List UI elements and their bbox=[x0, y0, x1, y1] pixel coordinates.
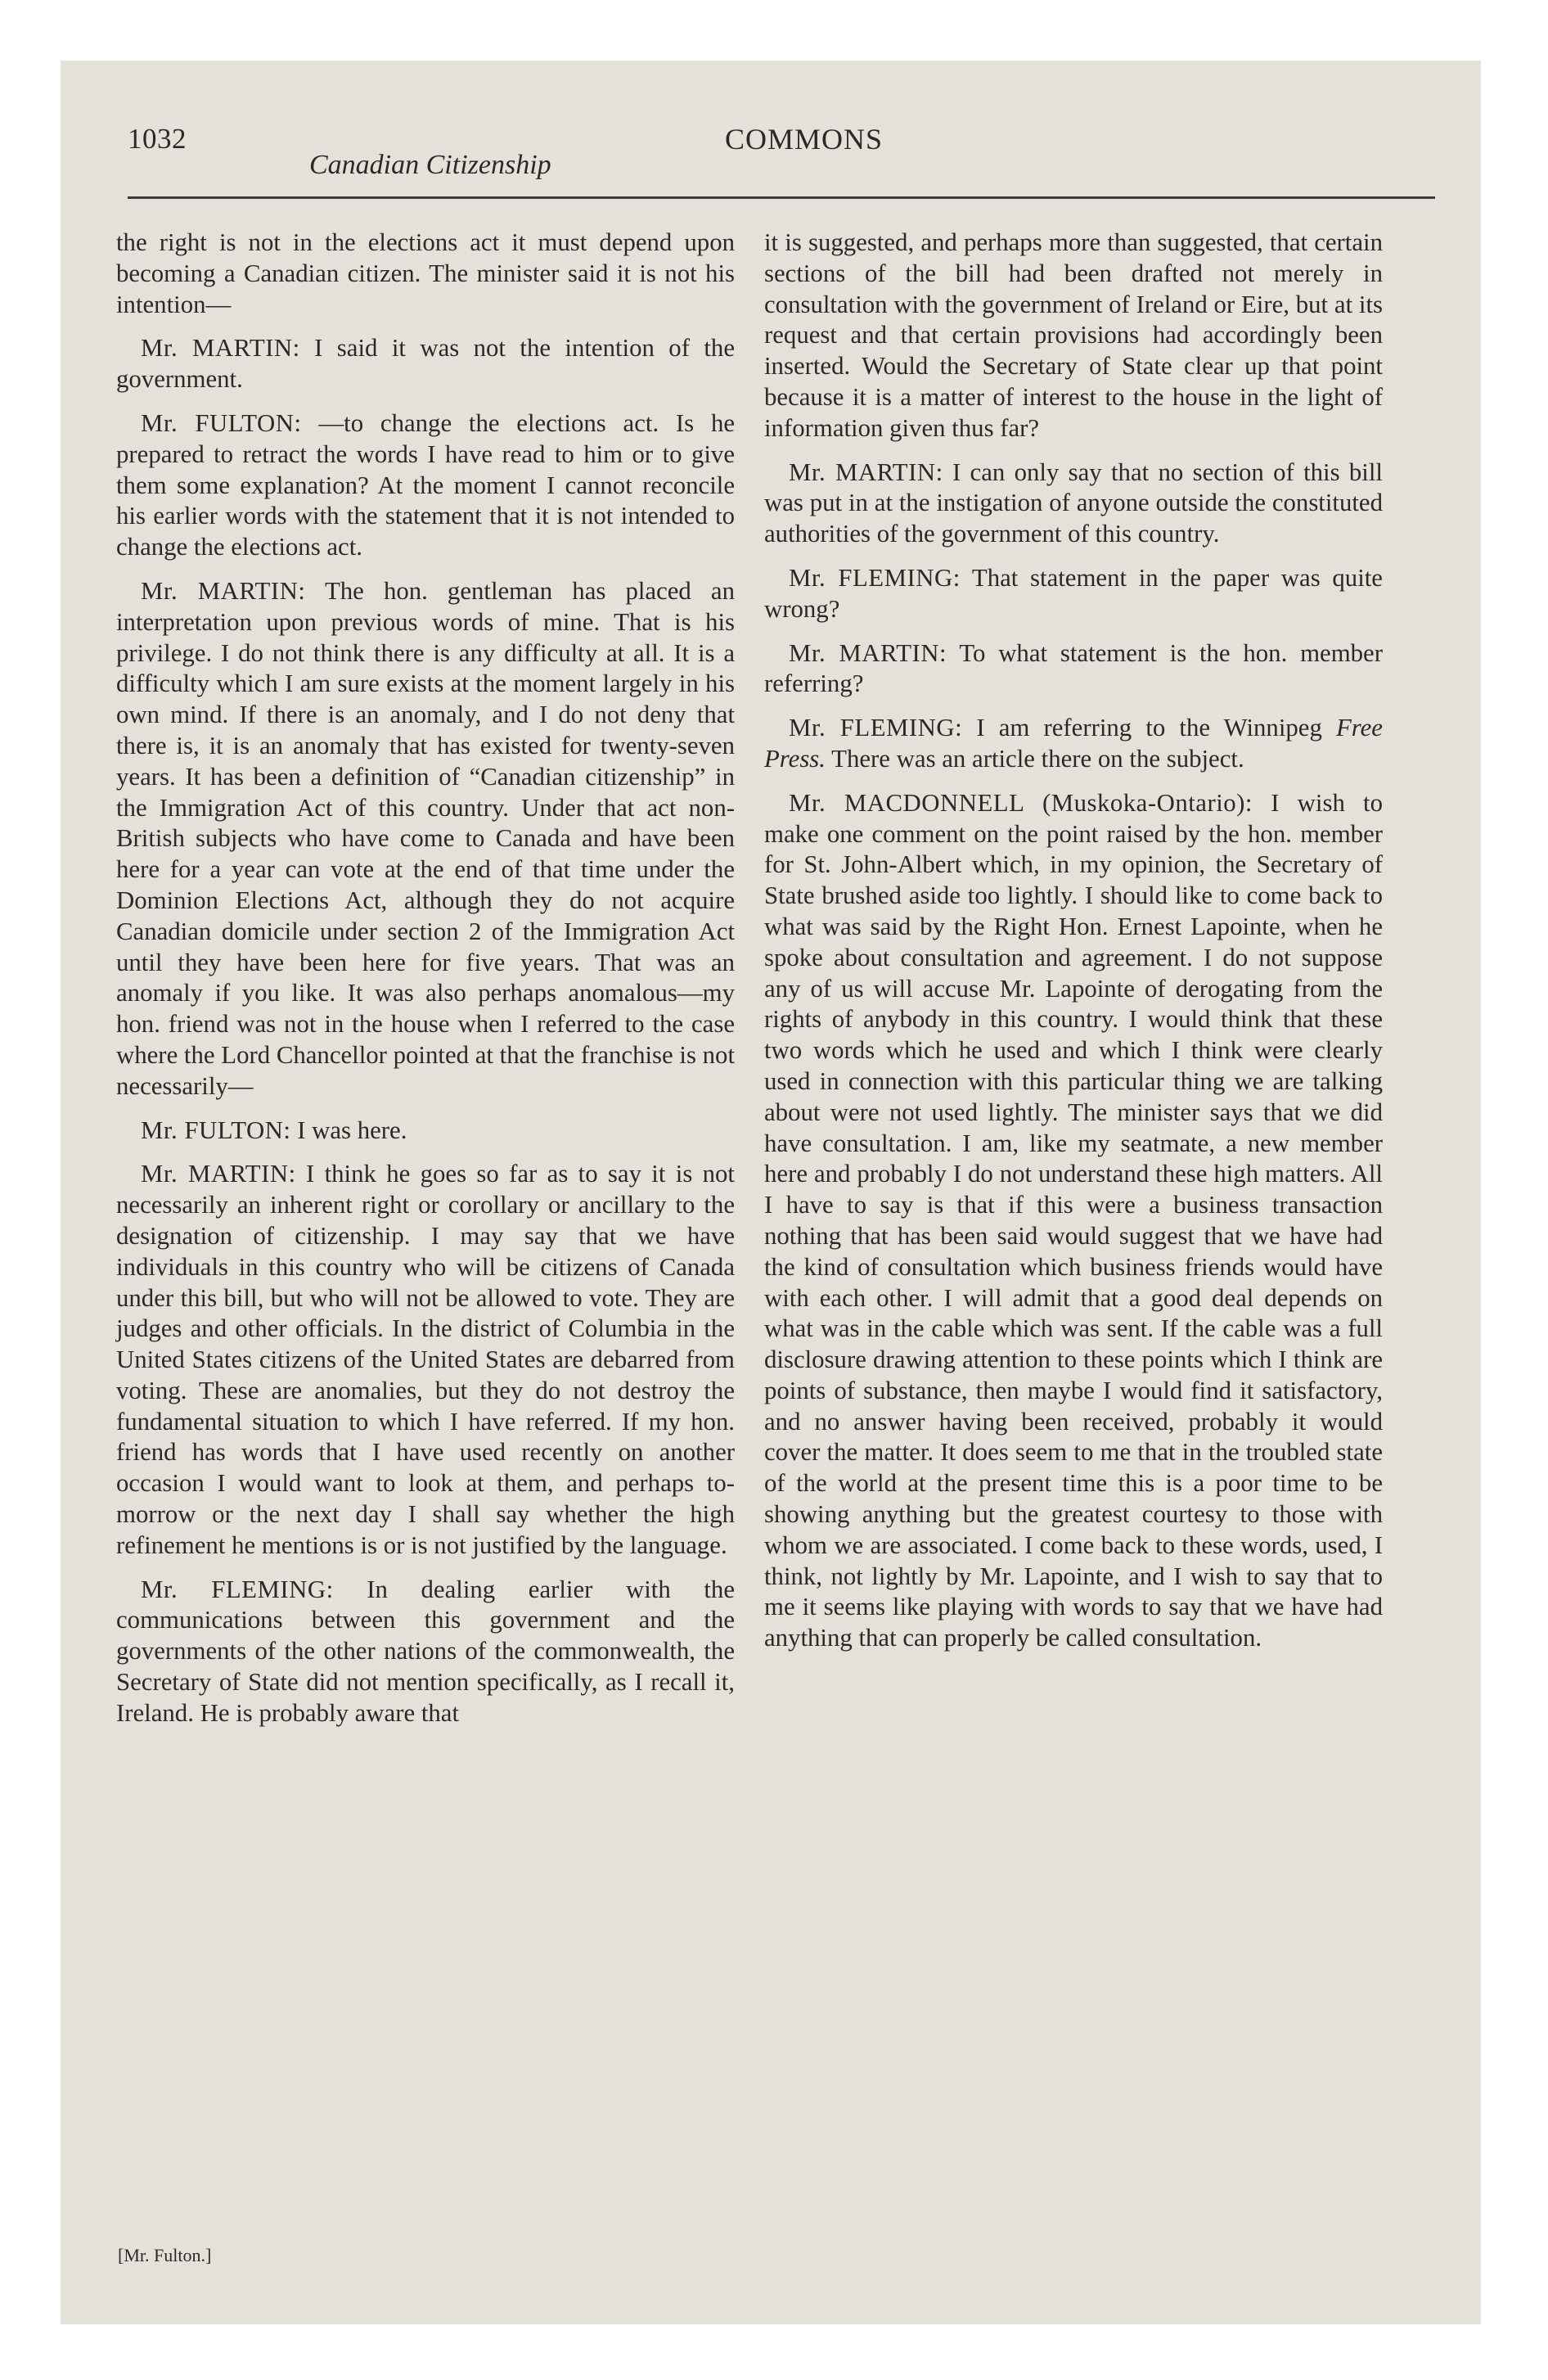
speaker-name: Mr. MARTIN: bbox=[141, 1160, 296, 1188]
left-column bbox=[116, 228, 735, 1742]
paragraph-text: I think he goes so far as to say it is not necessarily an inherent right or corollary or ancillary to the designation of citizenship. I may say that we have individuals in this country who will be citizens of Canada under this bill, but who will not be allowed to vote. They are judges and other officials. In the district of Columbia in the United States citizens of the United States are debarred from voting. These are anomalies, but they do not destroy the fundamental situation to which I have referred. If my hon. friend has words that I have used recently on another occasion I would want to look at them, and perhaps to-morrow or the next day I shall say whether the high refinement he mentions is or is not justified by the language. bbox=[116, 1160, 735, 1559]
paragraph-text: I am referring to the Winnipeg bbox=[976, 714, 1322, 742]
paragraph bbox=[116, 408, 735, 563]
paragraph-text: In dealing earlier with the communications between this government and the governments of the other nations of the commonwealth, the Secretary of State did not mention specifically, as I recall it, Ireland. He is probably aware that bbox=[116, 1575, 735, 1727]
paragraph bbox=[116, 333, 735, 395]
speaker-name: Mr. FULTON: bbox=[141, 408, 302, 437]
paragraph bbox=[116, 1116, 735, 1147]
right-column bbox=[764, 228, 1383, 1667]
hansard-page bbox=[61, 61, 1481, 2324]
speaker-name: Mr. FLEMING: bbox=[141, 1575, 334, 1603]
paragraph bbox=[116, 576, 735, 1102]
paragraph-text: There was an article there on the subject. bbox=[831, 744, 1244, 773]
paragraph-text: the right is not in the elections act it must depend upon becoming a Canadian citizen. The minister said it is not his intention— bbox=[116, 228, 735, 318]
speaker-name: Mr. MARTIN: bbox=[789, 638, 947, 667]
speaker-name: Mr. FULTON: bbox=[141, 1116, 291, 1144]
section-title: Canadian Citizenship bbox=[309, 150, 551, 180]
newspaper-title: Free Press. bbox=[764, 714, 1383, 773]
chamber-name: COMMONS bbox=[725, 123, 884, 156]
paragraph-text: I was here. bbox=[297, 1116, 407, 1144]
paragraph-text: The hon. gentleman has placed an interpretation upon previous words of mine. That is his privilege. I do not think there is any difficulty at all. It is a difficulty which I am sure exists at the moment largely in his own mind. If there is an anomaly, and I do not deny that there is, it is an anomaly that has existed for twenty-seven years. It has been a definition of “Canadian citizenship” in the Immigration Act of this country. Under that act non-British subjects who have come to Canada and have been here for a year can vote at the end of that time under the Dominion Elections Act, although they do not acquire Canadian domicile under section 2 of the Immigration Act until they have been here for five years. That was an anomaly if you like. It was also perhaps anomalous—my hon. friend was not in the house when I referred to the case where the Lord Chancellor pointed at that the franchise is not necessarily— bbox=[116, 576, 735, 1100]
page-number: 1032 bbox=[128, 123, 187, 155]
speaker-name: Mr. FLEMING: bbox=[789, 714, 963, 742]
speaker-footnote: [Mr. Fulton.] bbox=[118, 2245, 212, 2265]
paragraph-text: I said it was not the intention of the government. bbox=[116, 334, 735, 394]
paragraph bbox=[116, 1159, 735, 1561]
paragraph-text: That statement in the paper was quite wrong? bbox=[764, 563, 1383, 623]
speaker-name: Mr. FLEMING: bbox=[789, 563, 961, 592]
paragraph bbox=[116, 228, 735, 320]
header-rule bbox=[128, 196, 1435, 199]
running-head bbox=[128, 123, 1435, 180]
speaker-name: Mr. MARTIN: bbox=[141, 334, 300, 363]
paragraph-text: it is suggested, and perhaps more than suggested, that certain sections of the bill had been drafted not merely in consultation with the government of Ireland or Eire, but at its request and that certain provisions had accordingly been inserted. Would the Secretary of State clear up that point because it is a matter of interest to the house in the light of information given thus far? bbox=[764, 228, 1383, 442]
paragraph bbox=[764, 228, 1383, 444]
paragraph bbox=[764, 458, 1383, 550]
paragraph-text: —to change the elections act. Is he prepared to retract the words I have read to him or to give them some explanation? At the moment I cannot reconcile his earlier words with the statement that it is not intended to change the elections act. bbox=[116, 408, 736, 561]
paragraph-text: I can only say that no section of this bill was put in at the instigation of anyone outside the constituted authorities of the government of this country. bbox=[764, 458, 1383, 548]
paragraph-text: To what statement is the hon. member referring? bbox=[764, 638, 1383, 698]
paragraph bbox=[764, 713, 1383, 775]
speaker-name: Mr. MARTIN: bbox=[141, 576, 306, 605]
paragraph bbox=[764, 638, 1383, 701]
speaker-name: Mr. MARTIN: bbox=[789, 458, 943, 486]
paragraph bbox=[116, 1575, 735, 1729]
paragraph bbox=[764, 563, 1383, 625]
paragraph-text: I wish to make one comment on the point raised by the hon. member for St. John-Albert which, in my opinion, the Secretary of State brushed aside too lightly. I should like to come back to what was said by the Right Hon. Ernest Lapointe, when he spoke about consultation and agreement. I do not suppose any of us will accuse Mr. Lapointe of derogating from the rights of anybody in this country. I would think that these two words which he used and which I think were clearly used in connection with this particular thing we are talking about were not used lightly. The minister says that we did have consultation. I am, like my seatmate, a new member here and probably I do not understand these high matters. All I have to say is that if this were a business transaction nothing that has been said would suggest that we have had the kind of consultation which business friends would have with each other. I will admit that a good deal depends on what was in the cable which was sent. If the cable was a full disclosure drawing attention to these points which I think are points of substance, then maybe I would find it satisfactory, and no answer having been received, probably it would cover the matter. It does seem to me that in the troubled state of the world at the present time this is a poor time to be showing anything but the greatest courtesy to those with whom we are associated. I come back to these words, used, I think, not lightly by Mr. Lapointe, and I wish to say that to me it seems like playing with words to say that we have had anything that can properly be called consultation. bbox=[764, 788, 1383, 1652]
speaker-name: Mr. MACDONNELL (Muskoka-Ontario): bbox=[789, 788, 1253, 817]
paragraph bbox=[764, 788, 1383, 1654]
